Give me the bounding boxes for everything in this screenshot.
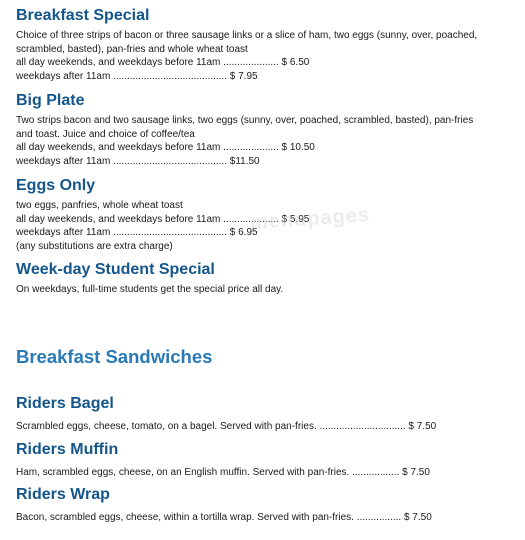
price-line: Scrambled eggs, cheese, tomato, on a bagel. Served with pan-fries. ............................... $ 7.50 xyxy=(16,421,437,432)
price-line: weekdays after 11am ......................................... $ 7.95 xyxy=(16,70,258,82)
section-title: Breakfast Sandwiches xyxy=(16,346,213,367)
menu-item-riders-muffin xyxy=(16,440,430,480)
menu-item-eggs-only xyxy=(16,176,309,253)
menu-item-student-special xyxy=(16,260,283,297)
price-line: weekdays after 11am ......................................... $ 6.95 xyxy=(16,227,258,238)
item-title: Breakfast Special xyxy=(16,7,150,24)
menu-item-riders-wrap xyxy=(16,485,432,525)
item-description: On weekdays, full-time students get the special price all day. xyxy=(16,284,284,295)
price-line: weekdays after 11am ......................................... $11.50 xyxy=(16,155,260,167)
price-line: all day weekends, and weekdays before 11am .................... $ 10.50 xyxy=(16,142,315,153)
item-title: Riders Wrap xyxy=(16,486,110,503)
menu-item-breakfast-special xyxy=(16,6,477,83)
item-description: Two strips bacon and two sausage links, two eggs (sunny, over, poached, scrambled, basted), pan-fries xyxy=(16,115,474,126)
menu-item-big-plate xyxy=(16,91,473,168)
price-line: all day weekends, and weekdays before 11am .................... $ 6.50 xyxy=(16,57,310,68)
item-title: Eggs Only xyxy=(16,177,96,194)
item-description: two eggs, panfries, whole wheat toast xyxy=(16,200,183,211)
item-description: and toast. Juice and choice of coffee/tea xyxy=(16,128,195,140)
price-line: Bacon, scrambled eggs, cheese, within a tortilla wrap. Served with pan-fries. ................ $ 7.50 xyxy=(16,512,432,523)
price-line: all day weekends, and weekdays before 11am .................... $ 5.95 xyxy=(16,213,310,225)
item-note: (any substitutions are extra charge) xyxy=(16,240,173,252)
item-title: Big Plate xyxy=(16,92,85,109)
item-description: Choice of three strips of bacon or three sausage links or a slice of ham, two eggs (sunny, over, poached, xyxy=(16,30,478,41)
item-description: scrambled, basted), pan-fries and whole wheat toast xyxy=(16,43,248,55)
item-title: Week-day Student Special xyxy=(16,261,215,278)
menu-item-riders-bagel xyxy=(16,394,436,434)
item-title: Riders Bagel xyxy=(16,395,114,412)
price-line: Ham, scrambled eggs, cheese, on an English muffin. Served with pan-fries. ................. $ 7.50 xyxy=(16,467,430,478)
watermark: menupages xyxy=(249,203,371,235)
item-title: Riders Muffin xyxy=(16,441,119,458)
